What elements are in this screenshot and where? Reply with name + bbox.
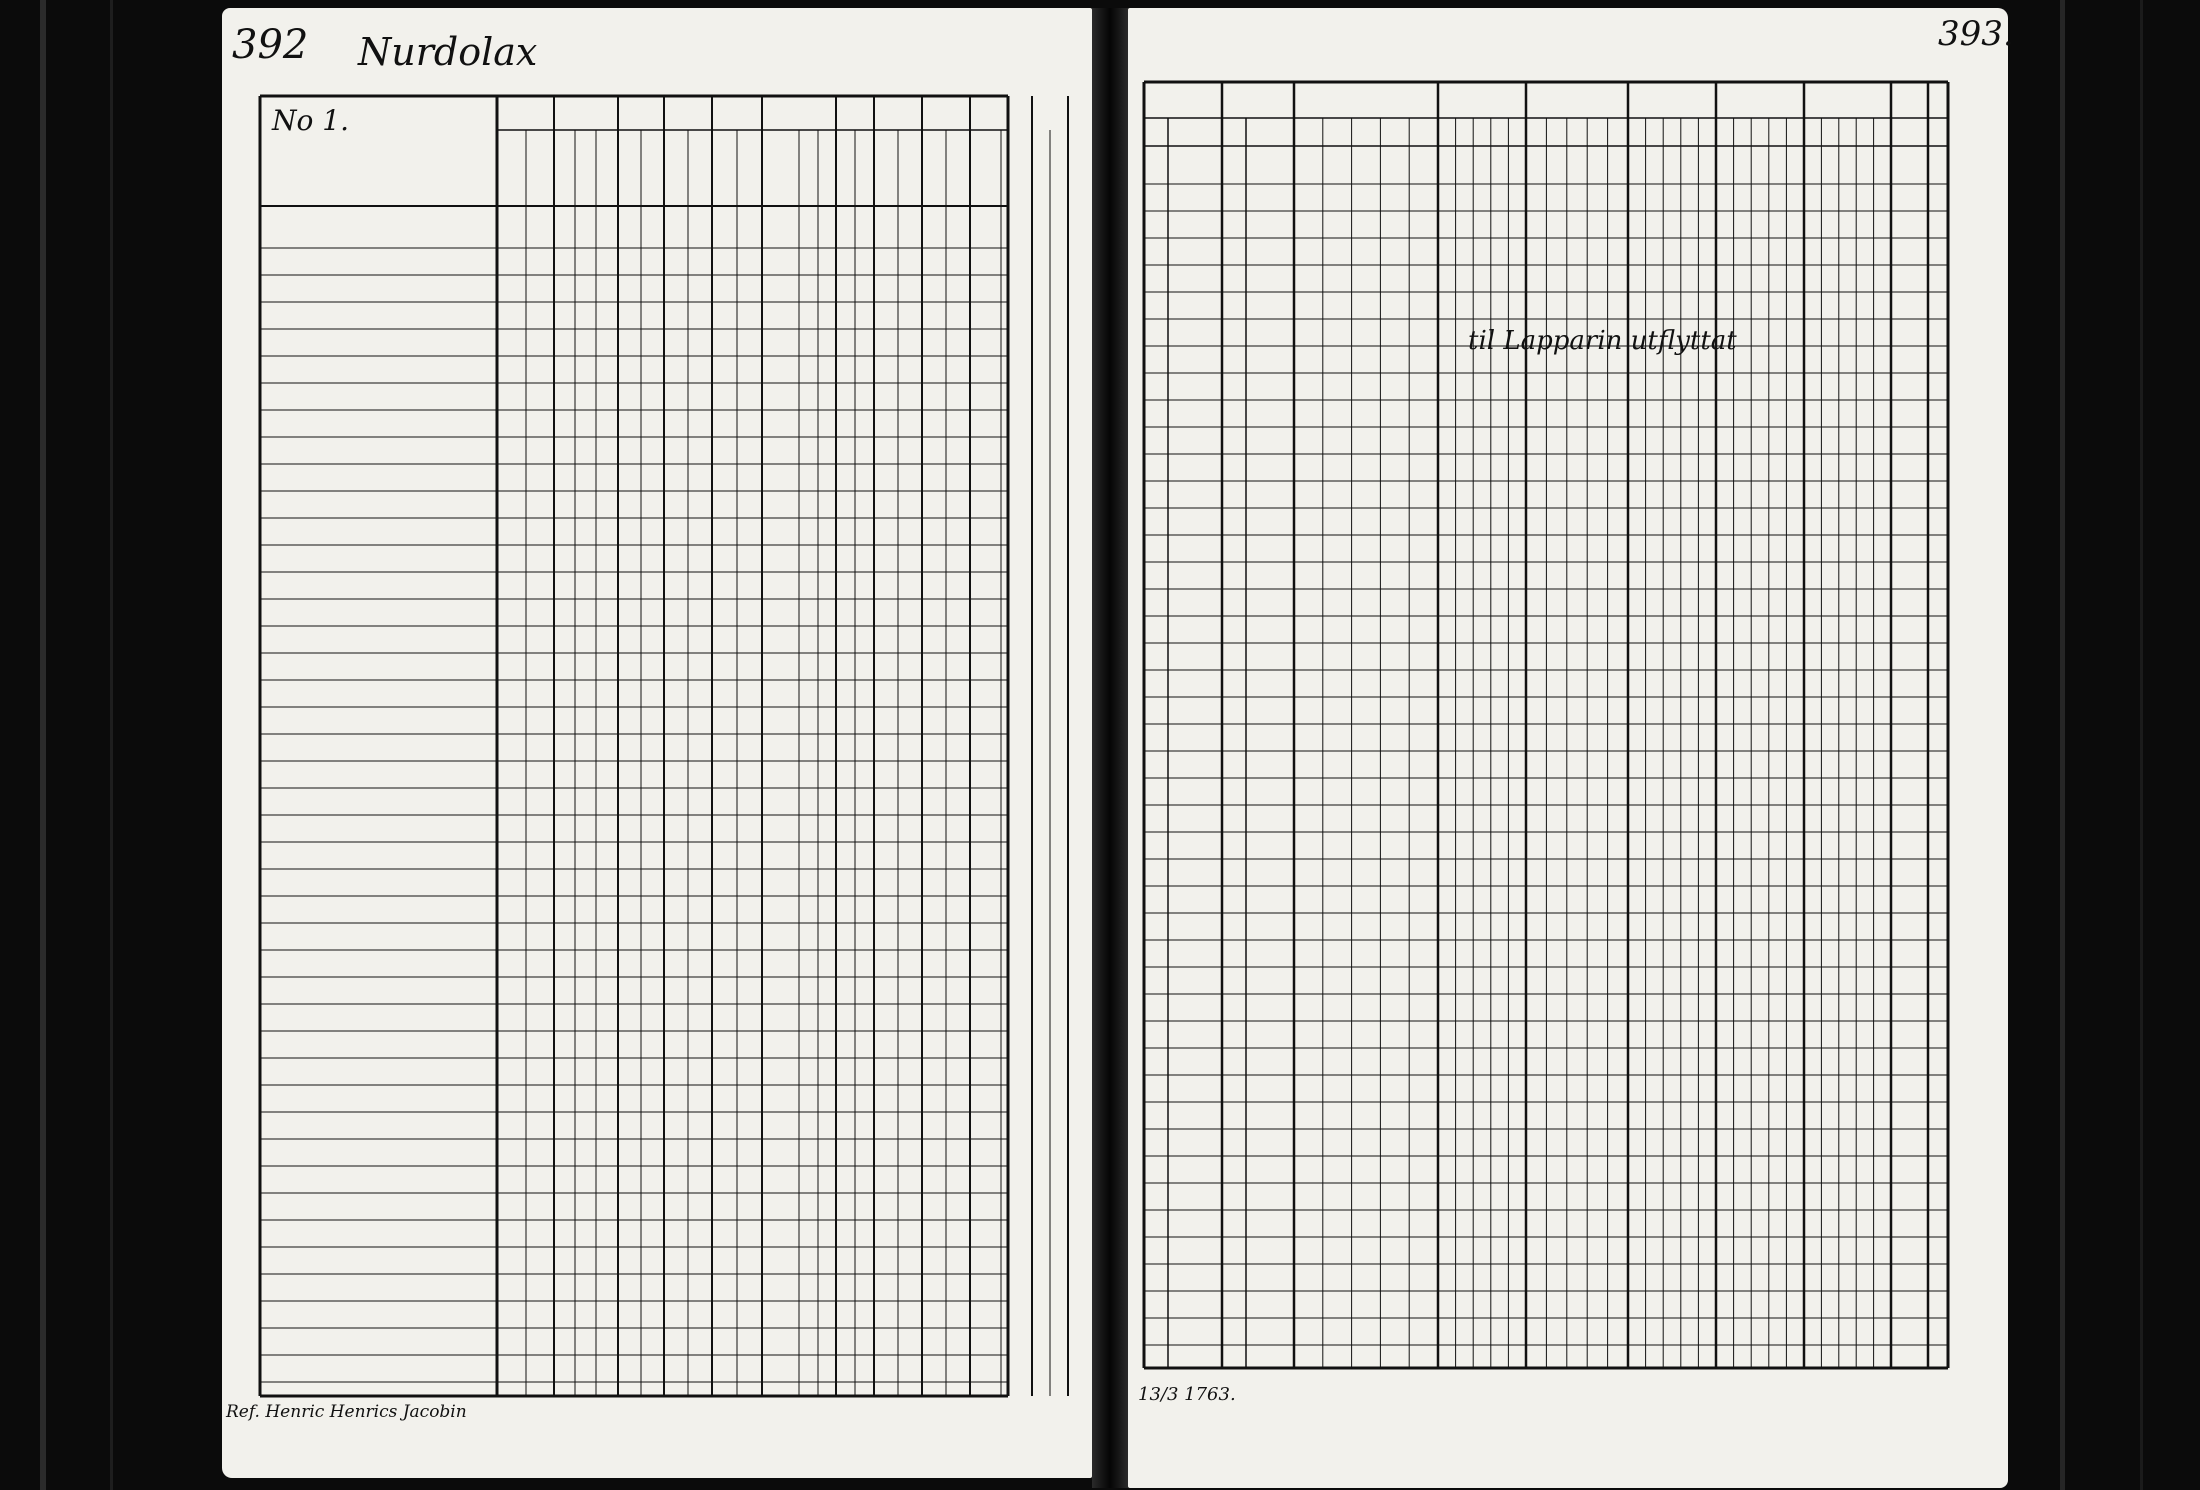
column-subhead [690, 134, 712, 204]
book-spread [222, 8, 2014, 1488]
footer-note: Ref. Henric Henrics Jacobin [226, 1402, 467, 1422]
column-subhead [900, 134, 922, 204]
column-subhead [620, 134, 641, 204]
footer-note: 13/3 1763. [1138, 1384, 1236, 1405]
column-subhead [1003, 134, 1032, 204]
right-page [1128, 8, 2014, 1488]
house-number: No 1. [272, 104, 349, 137]
right-register-grid [1128, 8, 2008, 1488]
column-subhead [948, 134, 970, 204]
column-subhead [813, 134, 836, 204]
column-subhead [972, 134, 1001, 204]
column-subhead [924, 134, 946, 204]
left-register-grid [222, 8, 1092, 1478]
book-gutter [1092, 8, 1128, 1488]
column-subhead [556, 134, 575, 204]
column-subhead [739, 134, 762, 204]
column-subhead [666, 134, 688, 204]
page-number: 393. [1938, 14, 2014, 54]
annotation: til Lapparin utflyttat [1468, 326, 1737, 356]
left-page [222, 8, 1092, 1478]
column-subhead [643, 134, 664, 204]
column-subhead [1058, 134, 1068, 204]
column-subhead [876, 134, 898, 204]
column-subhead [857, 134, 874, 204]
column-subhead [714, 134, 737, 204]
column-subhead [764, 134, 787, 204]
column-subhead [789, 134, 812, 204]
column-subhead [528, 134, 555, 204]
parish-name: Nurdolax [358, 30, 538, 74]
page-number: 392 [232, 22, 309, 68]
column-subhead [499, 134, 526, 204]
column-subhead [1034, 134, 1044, 204]
column-subhead [1046, 134, 1056, 204]
column-subhead [838, 134, 855, 204]
column-subhead [577, 134, 596, 204]
column-subhead [599, 134, 618, 204]
